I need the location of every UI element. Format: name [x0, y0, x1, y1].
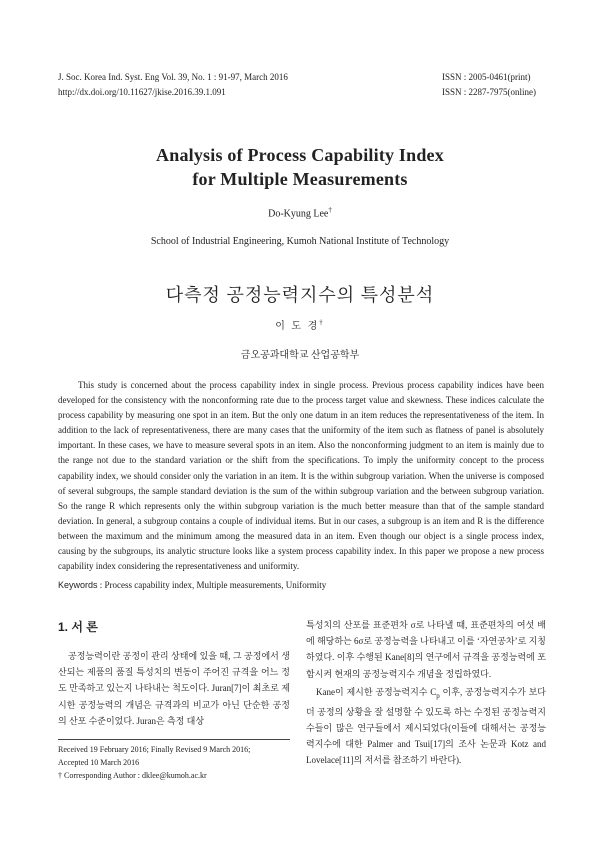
author-name [0, 206, 600, 219]
right-column [306, 617, 546, 769]
korean-title: 다측정 공정능력지수의 특성분석 [165, 285, 435, 305]
keywords-list: : Process capability index, Multiple measurements, Uniformity [97, 580, 327, 590]
korean-affiliation: 금오공과대학교 산업공학부 [240, 350, 360, 361]
author-mark: † [328, 206, 332, 214]
issn-header [442, 70, 536, 100]
accepted-date: Accepted 10 March 2016 [58, 758, 140, 767]
doi-link[interactable]: http://dx.doi.org/10.11627/jkise.2016.39.1.091 [58, 87, 226, 97]
korean-author [0, 317, 600, 332]
abstract: This study is concerned about the process capability index in single process. Previous process capability indices have been developed for the consistency with the nonconforming rate due to the process target value and skewness. These indices calculate the process capability by measuring one spot in an item. But the only one datum in an item reduces the representativeness of the item. In addition to the lack of representativeness, there are many cases that the uniformity of the item such as flatness of panel is absolutely important. In these cases, we have to measure several spots in an item. Also the nonconforming judgment to an item is mainly due to the range not due to the standard variation or the shift from the specifications. To imply the uniformity concept to the process capability index, we should consider only the variation in an item. It is the within subgroup variation. When the universe is composed of several subgroups, the sample standard deviation is the sum of the within subgroup variation and the between subgroup variation. So the range R which represents only the within subgroup variation is the much better measure than that of the sample standard deviation. In general, a subgroup contains a couple of individual items. But in our cases, a subgroup is an item and R is the difference between the maximum and the minimum among the measured data in an item. Even though our object is a single process index, causing by the subgroups, its analytic structure looks like a system process capability index. In this paper we propose a new process capability index considering the representativeness and uniformity. [58, 380, 544, 572]
footnote-divider [58, 739, 290, 740]
received-date: Received 19 February 2016; Finally Revised 9 March 2016; [58, 745, 251, 754]
footnotes [58, 743, 298, 782]
korean-author-mark: † [319, 318, 325, 327]
keywords [58, 580, 326, 590]
corresponding-mark: † [58, 771, 62, 780]
journal-header [58, 70, 288, 100]
issn-online: ISSN : 2287-7975(online) [442, 87, 536, 97]
author-affiliation: School of Industrial Engineering, Kumoh National Institute of Technology [150, 236, 450, 247]
section-heading: 1. 서 론 [58, 620, 98, 634]
body-paragraph [306, 684, 546, 769]
issn-print: ISSN : 2005-0461(print) [442, 72, 531, 82]
body-paragraph: 공정능력이란 공정이 관리 상태에 있을 때, 그 공정에서 생산되는 제품의 품질 특성치의 변동이 주어진 규격을 어느 정도 만족하고 있는지 나타내는 척도이다. Juran[7]이 최초로 제시한 공정능력의 개념은 규격과의 비교가 아닌 단순한 공정의 산포 수준이었다. Juran은 측정 대상 [58, 651, 290, 726]
title-line-2: for Multiple Measurements [192, 169, 408, 189]
subscript: p [436, 691, 440, 700]
title-line-1: Analysis of Process Capability Index [156, 145, 444, 165]
corresponding-email[interactable]: Corresponding Author : dklee@kumoh.ac.kr [62, 771, 207, 780]
author-text: Do-Kyung Lee [268, 208, 329, 220]
korean-author-text: 이 도 경 [275, 321, 320, 332]
para-text: Kane이 제시한 공정능력지수 C [316, 686, 437, 697]
journal-citation: J. Soc. Korea Ind. Syst. Eng Vol. 39, No. 1 : 91-97, March 2016 [58, 72, 288, 82]
left-column [58, 618, 290, 729]
paper-title [0, 143, 600, 191]
keywords-label: Keywords [58, 580, 98, 590]
para-text: 이후, 공정능력지수가 보다 더 공정의 상황을 잘 설명할 수 있도록 하는 수정된 공정능력지수들이 많은 연구들에서 제시되었다(이들에 대해서는 공정능력지수에 대한 Palmer and Tsui[17]의 조사 논문과 Kotz and Lovelace[11]의 저서를 참조하기 바란다). [306, 686, 547, 766]
body-paragraph: 특성치의 산포를 표준편차 σ로 나타낼 때, 표준편차의 여섯 배에 해당하는 6σ로 공정능력을 나타내고 이를 ‘자연공차’로 지칭하였다. 이후 수행된 Kane[8]의 연구에서 규격을 공정능력에 포함시켜 현재의 공정능력지수 개념을 정립하였다. [306, 620, 546, 679]
corresponding-author [58, 769, 298, 782]
